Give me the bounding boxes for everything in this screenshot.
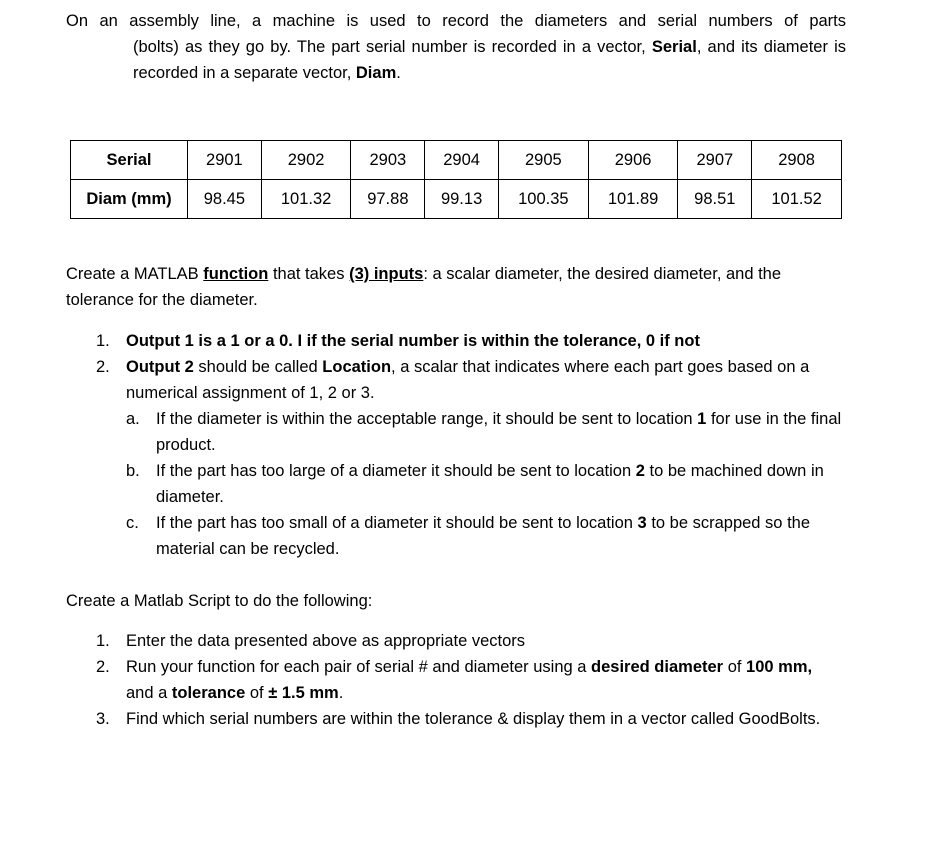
sub-a-text-2: for use in the final product.: [156, 410, 842, 454]
list-marker: 3.: [96, 710, 110, 728]
serial-header: Serial: [71, 141, 188, 180]
intro-paragraph: [66, 8, 846, 86]
location-word: Location: [322, 358, 392, 376]
sub-list-container: [96, 406, 856, 562]
step-2-text-d: of: [249, 684, 264, 702]
diam-cell: 100.35: [498, 180, 588, 219]
serial-cell: 2904: [425, 141, 499, 180]
serial-cell: 2902: [261, 141, 351, 180]
tolerance-value: ± 1.5 mm: [268, 684, 339, 702]
output-2-text-b: , a scalar that indicates where each part goes based on a numerical assignment of 1, 2 or 3.: [126, 358, 810, 402]
diam-cell: 97.88: [351, 180, 425, 219]
ft-text-3: : a scalar diameter, the desired diameter, and the tolerance for the diameter.: [66, 265, 782, 309]
intro-text-b: , and its diameter is recorded in a separate vector,: [133, 38, 847, 82]
diam-cell: 101.32: [261, 180, 351, 219]
list-marker: c.: [126, 514, 139, 532]
script-task-heading: Create a Matlab Script to do the following:: [66, 592, 373, 610]
list-item: [126, 458, 856, 510]
diam-cell: 101.52: [752, 180, 842, 219]
sub-b-text-1: If the part has too large of a diameter it should be sent to location: [156, 462, 632, 480]
diam-cell: 98.51: [678, 180, 752, 219]
desired-diameter-value: 100 mm,: [746, 658, 813, 676]
serial-cell: 2901: [188, 141, 262, 180]
tolerance-word: tolerance: [171, 684, 246, 702]
intro-line-1: On an assembly line, a machine is used to record the diameters and serial numbers of parts: [66, 12, 846, 30]
diam-cell: 99.13: [425, 180, 499, 219]
intro-text-a: (bolts) as they go by. The part serial number is recorded in a vector,: [133, 38, 646, 56]
list-marker: b.: [126, 462, 140, 480]
function-task-paragraph: [66, 261, 846, 313]
output-2-label: Output 2: [126, 358, 194, 376]
diam-header: Diam (mm): [71, 180, 188, 219]
script-steps-list: [96, 628, 856, 732]
serial-cell: 2907: [678, 141, 752, 180]
serial-cell: 2905: [498, 141, 588, 180]
location-sub-list: [126, 406, 856, 562]
list-item: [96, 706, 856, 732]
serial-cell: 2903: [351, 141, 425, 180]
step-1-text: Enter the data presented above as appropriate vectors: [126, 632, 526, 650]
list-marker: 1.: [96, 632, 110, 650]
sub-c-text-2: to be scrapped so the material can be recycled.: [156, 514, 811, 558]
step-2-text-b: of: [727, 658, 742, 676]
ft-text-2: that takes: [272, 265, 345, 283]
list-marker: 2.: [96, 658, 110, 676]
step-2-text-a: Run your function for each pair of serial # and diameter using a: [126, 658, 587, 676]
function-word: function: [203, 265, 269, 283]
list-marker: 2.: [96, 358, 110, 376]
list-item: [96, 354, 856, 406]
list-item: [96, 328, 856, 354]
diam-word: Diam: [355, 64, 397, 82]
serial-cell: 2906: [588, 141, 678, 180]
list-item: [96, 654, 856, 706]
sub-b-text-2: to be machined down in diameter.: [156, 462, 824, 506]
sub-c-text-1: If the part has too small of a diameter it should be sent to location: [156, 514, 633, 532]
sub-a-text-1: If the diameter is within the acceptable range, it should be sent to location: [156, 410, 693, 428]
serial-cell: 2908: [752, 141, 842, 180]
serial-word: Serial: [651, 38, 697, 56]
output-2-text-a: should be called: [198, 358, 318, 376]
step-2-text-e: .: [338, 684, 344, 702]
diam-cell: 98.45: [188, 180, 262, 219]
intro-rest: [66, 34, 846, 86]
step-2-text-c: and a: [126, 684, 168, 702]
sub-b-num: 2: [635, 462, 645, 480]
desired-diameter-word: desired diameter: [591, 658, 724, 676]
function-output-list: [96, 328, 856, 562]
list-marker: a.: [126, 410, 140, 428]
list-item: [96, 628, 856, 654]
list-item: [126, 510, 856, 562]
inputs-word: (3) inputs: [349, 265, 424, 283]
list-marker: 1.: [96, 332, 110, 350]
list-item: [126, 406, 856, 458]
data-table: [70, 140, 842, 219]
sub-c-num: 3: [637, 514, 647, 532]
sub-a-num: 1: [697, 410, 707, 428]
serial-row: [71, 141, 842, 180]
intro-text-c: .: [396, 64, 401, 82]
diam-cell: 101.89: [588, 180, 678, 219]
step-3-text: Find which serial numbers are within the tolerance & display them in a vector called GoodBolts.: [126, 710, 821, 728]
output-1-text: Output 1 is a 1 or a 0. I if the serial number is within the tolerance, 0 if not: [126, 332, 700, 350]
ft-text-1: Create a MATLAB: [66, 265, 199, 283]
diam-row: [71, 180, 842, 219]
